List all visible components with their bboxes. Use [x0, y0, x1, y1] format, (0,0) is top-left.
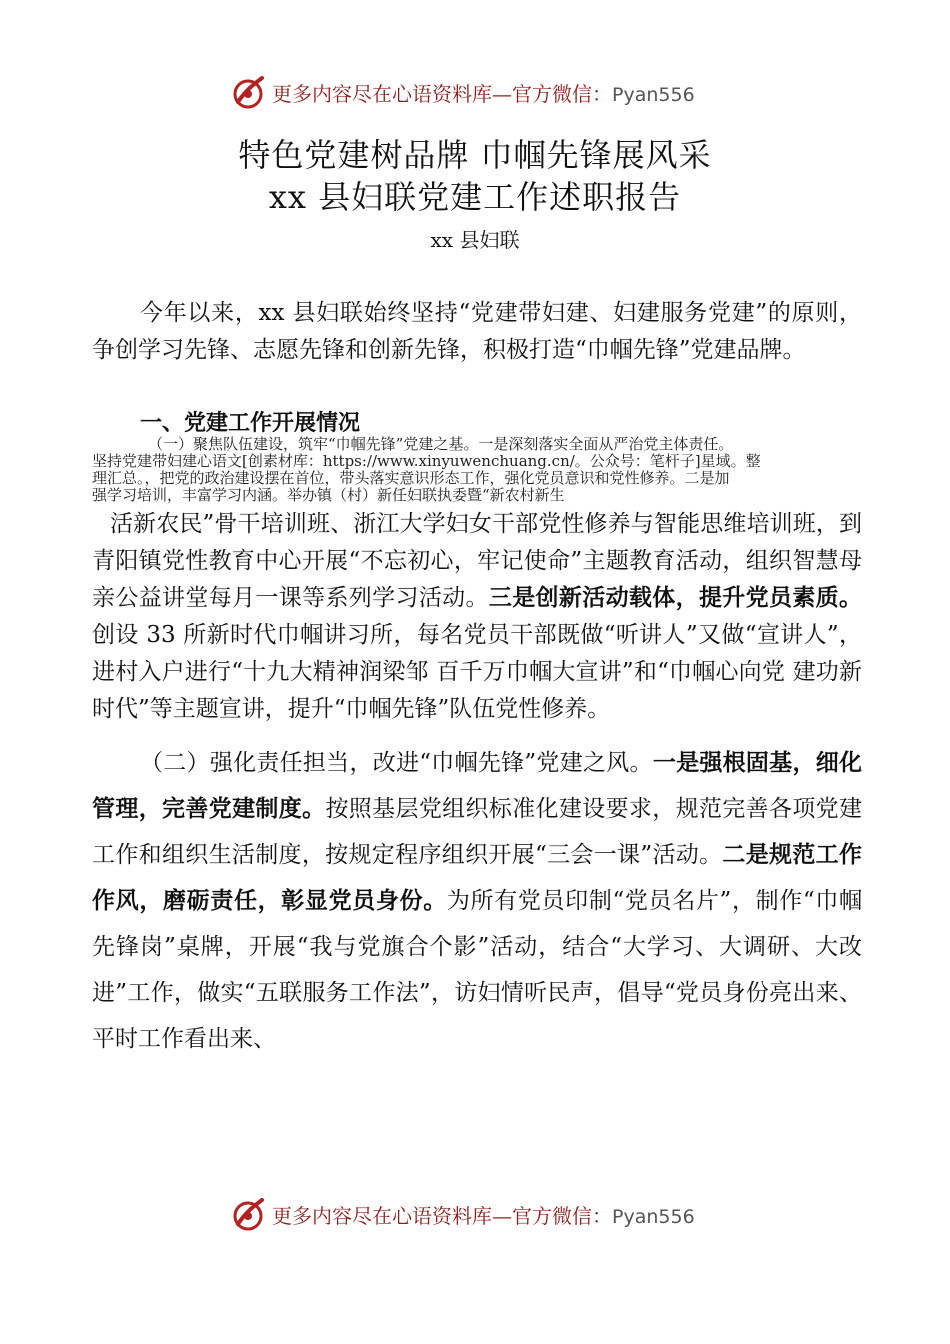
doc-title-line1: 特色党建树品牌 巾帼先锋展风采 [238, 136, 712, 174]
small-line: 理汇总。，把党的政治建设摆在首位，带头落实意识形态工作，强化党员意识和党性修养。二是加 [92, 469, 730, 487]
banner-text: 更多内容尽在心语资料库—官方微信：Pyan556 [272, 81, 695, 106]
header-banner [228, 70, 748, 114]
doc-author: xx 县妇联 [430, 228, 520, 252]
body-paragraph-1: 活新农民”骨干培训班、浙江大学妇女干部党性修养与智能思维培训班，到青阳镇党性教育中心开展“不忘初心，牢记使命”主题教育活动，组织智慧母亲公益讲堂每月一课等系列学习活动。三是创新活动载体，提升党员素质。创设 33 所新时代巾帼讲习所，每名党员干部既做“听讲人”又做“宣讲人”，进村入户进行“十九大精神润梁邹 百千万巾帼大宣讲”和“巾帼心向党 建功新时代”等主题宣讲，提升“巾帼先锋”队伍党性修养。 [92, 511, 862, 722]
banner-text: 更多内容尽在心语资料库—官方微信：Pyan556 [272, 1203, 695, 1228]
small-line: 强学习培训，丰富学习内涵。举办镇（村）新任妇联执委暨“新农村新生 [92, 486, 565, 504]
intro-paragraph: 今年以来，xx 县妇联始终坚持“党建带妇建、妇建服务党建”的原则，争创学习先锋、志愿先锋和创新先锋，积极打造“巾帼先锋”党建品牌。 [92, 300, 862, 363]
section-heading: 一、党建工作开展情况 [140, 411, 361, 436]
footer-banner [228, 1192, 748, 1236]
small-line: （一）聚焦队伍建设，筑牢“巾帼先锋”党建之基。一是深刻落实全面从严治党主体责任。 [148, 435, 734, 453]
body-paragraph-2: （二）强化责任担当，改进“巾帼先锋”党建之风。一是强根固基，细化管理，完善党建制度。按照基层党组织标准化建设要求，规范完善各项党建工作和组织生活制度，按规定程序组织开展“三会一课”活动。二是规范工作作风，磨砺责任，彰显党员身份。为所有党员印制“党员名片”，制作“巾帼先锋岗”桌牌，开展“我与党旗合个影”活动，结合“大学习、大调研、大改进”工作，做实“五联服务工作法”，访妇情听民声，倡导“党员身份亮出来、平时工作看出来、 [92, 750, 862, 1052]
logo-icon [228, 1194, 268, 1234]
small-line: 坚持党建带妇建心语文[创素材库：https://www.xinyuwenchuang.cn/。公众号：笔杆子]星域。整 [92, 452, 761, 470]
logo-icon [228, 72, 268, 112]
small-text-block [92, 436, 862, 504]
doc-title-line2: xx 县妇联党建工作述职报告 [268, 178, 682, 216]
